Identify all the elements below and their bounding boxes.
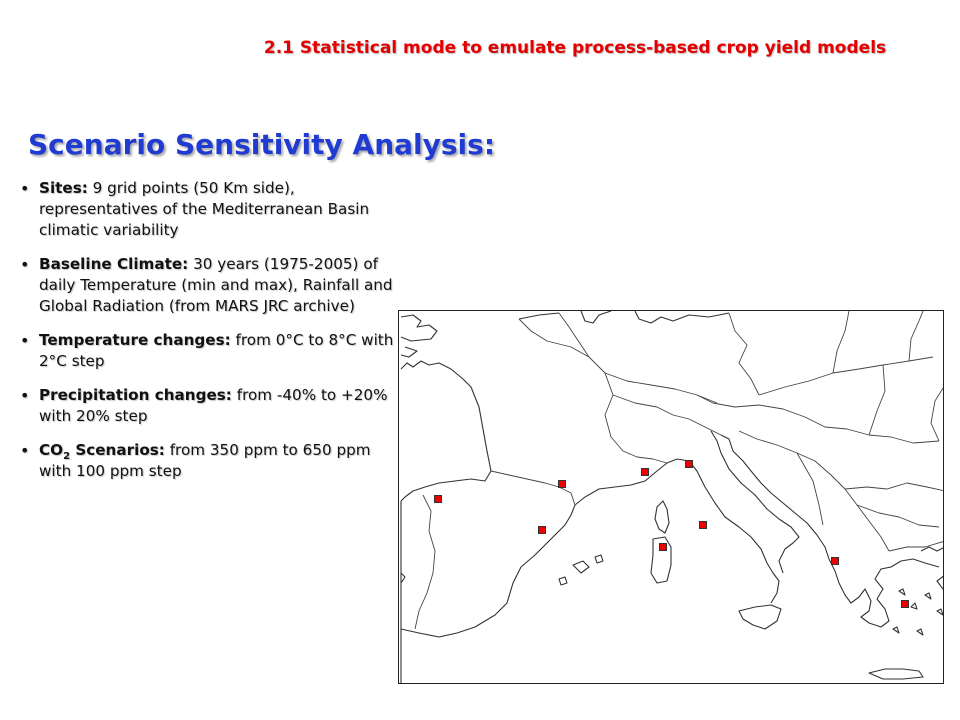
coastline-spain-south-east: [401, 505, 575, 637]
coastline-north-sea: [519, 311, 729, 323]
site-marker: [832, 558, 839, 565]
coastline-balkans: [721, 435, 829, 559]
bullet-text: 30 years (1975-2005) of daily Temperature (min and max), Rainfall and Global Radiation (from MARS JRC archive): [39, 255, 393, 315]
border-france-east: [519, 319, 667, 463]
bullet-term: Precipitation changes:: [39, 386, 232, 404]
bullet-list: [20, 178, 398, 495]
bullet-text: 9 grid points (50 Km side), representatives of the Mediterranean Basin climatic variability: [39, 179, 370, 239]
coastline-aegean-islands: [893, 589, 943, 635]
bullet-temperature-changes: [20, 330, 398, 372]
coastline-france-south: [575, 459, 677, 505]
bullet-term-subscript: 2: [63, 451, 71, 463]
site-marker: [642, 469, 649, 476]
coastline-france-spain-west: [401, 369, 491, 501]
section-title: Scenario Sensitivity Analysis:: [28, 128, 496, 161]
coastline-corsica: [655, 501, 669, 533]
border-central-europe: [759, 357, 939, 443]
bullet-text: from 350 ppm to 650 ppm with 100 ppm step: [39, 441, 371, 480]
sites-layer: [435, 461, 909, 608]
bullet-text: from 0°C to 8°C with 2°C step: [39, 331, 394, 370]
site-marker: [559, 481, 566, 488]
bullet-term-main: CO: [39, 441, 64, 459]
site-marker: [539, 527, 546, 534]
bullet-term: Temperature changes:: [39, 331, 231, 349]
coastline-turkey: [921, 547, 944, 589]
border-portugal-spain: [415, 495, 435, 629]
bullet-term: Sites:: [39, 179, 88, 197]
header-title: 2.1 Statistical mode to emulate process-based crop yield models: [263, 38, 887, 58]
site-marker: [660, 544, 667, 551]
bullet-co2-scenarios: [20, 440, 398, 482]
bullet-term-tail: Scenarios:: [70, 441, 165, 459]
coastline-crete: [869, 669, 923, 679]
site-marker: [686, 461, 693, 468]
coastline-portugal: [401, 501, 405, 684]
bullet-term: [39, 441, 165, 463]
map-graphic: [399, 311, 944, 684]
coastline-italy-west: [677, 459, 779, 603]
bullet-text: from -40% to +20% with 20% step: [39, 386, 388, 425]
site-marker: [700, 522, 707, 529]
coastline-italy-east: [711, 431, 799, 573]
coastline-balearic: [559, 555, 603, 585]
border-eastern-europe: [833, 311, 944, 441]
bullet-sites: [20, 178, 398, 241]
site-map: [398, 310, 944, 684]
site-marker: [435, 496, 442, 503]
coastline-britain: [401, 315, 437, 357]
coastline-greece: [829, 559, 939, 627]
bullet-precipitation-changes: [20, 385, 398, 427]
coastline-sicily: [739, 605, 781, 629]
bullet-baseline-climate: [20, 254, 398, 317]
site-marker: [902, 601, 909, 608]
bullet-term: Baseline Climate:: [39, 255, 189, 273]
border-switzerland-austria: [613, 395, 805, 435]
border-germany: [559, 313, 759, 403]
coastline-brittany: [401, 361, 451, 369]
